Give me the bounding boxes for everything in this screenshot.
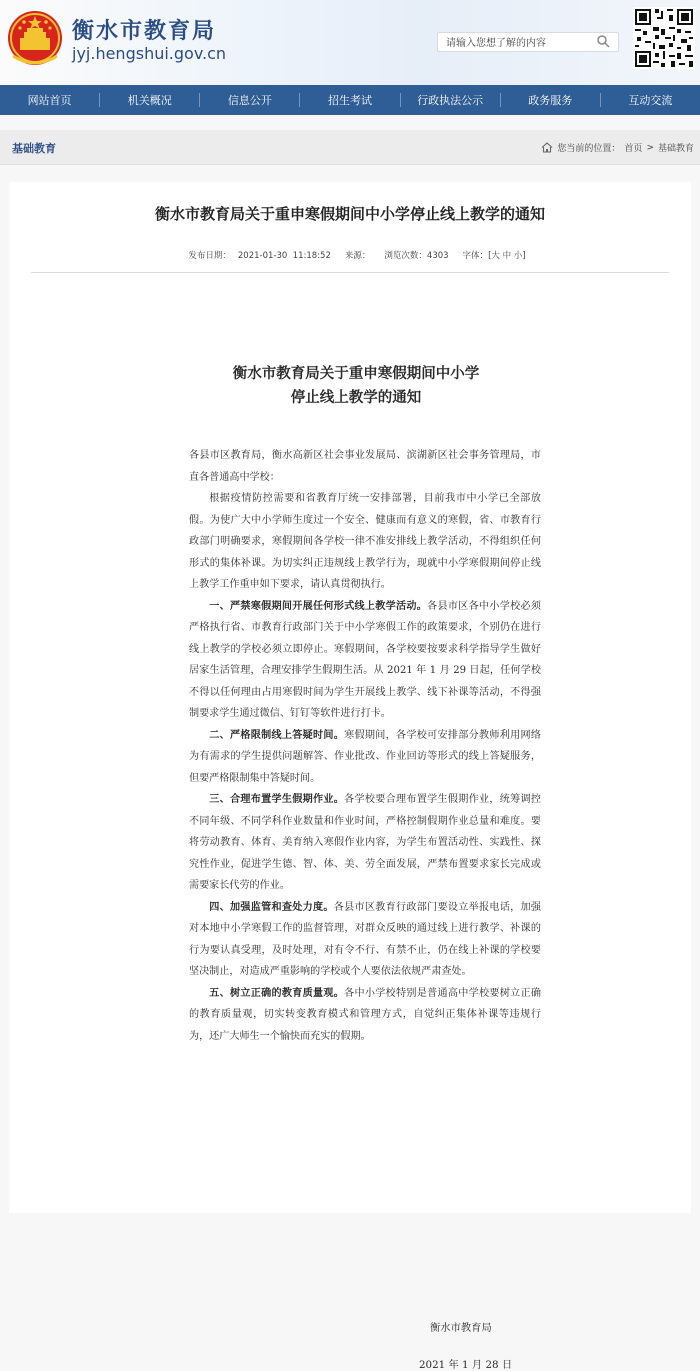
document-point <box>189 596 541 725</box>
qr-code-icon <box>633 7 695 69</box>
document-title-line: 停止线上教学的通知 <box>290 389 422 406</box>
breadcrumb-bar <box>0 130 700 165</box>
nav-item-disclosure[interactable]: 信息公开 <box>227 94 272 107</box>
nav-item-services[interactable]: 政务服务 <box>528 94 573 107</box>
document-point <box>189 897 541 983</box>
point-heading: 二、严格限制线上答疑时间。 <box>209 729 345 741</box>
article-meta <box>9 249 691 261</box>
point-text: 各中小学校特别是普通高中学校要树立正确的教育质量观，切实转变教育模式和管理方式，自觉纠正集体补课等违规行为，还广大师生一个愉快而充实的假期。 <box>189 987 542 1042</box>
document-body <box>189 445 541 1047</box>
main-nav <box>0 85 700 115</box>
home-icon <box>541 142 553 153</box>
title-divider <box>31 272 669 273</box>
national-emblem-icon <box>7 8 63 70</box>
document-point <box>189 725 541 790</box>
breadcrumb <box>541 141 694 154</box>
document-signature: 衡水市教育局 <box>430 1322 492 1334</box>
breadcrumb-label: 您当前的位置： <box>557 144 621 154</box>
nav-item-interaction[interactable]: 互动交流 <box>628 94 673 107</box>
nav-item-about[interactable]: 机关概况 <box>127 94 172 107</box>
point-heading: 五、树立正确的教育质量观。 <box>209 987 345 999</box>
search-placeholder: 请输入您想了解的内容 <box>446 38 546 49</box>
document-title <box>171 362 541 410</box>
publish-date: 2021-01-30 11:18:52 <box>237 251 331 261</box>
site-header <box>0 0 700 85</box>
document-point <box>189 789 541 897</box>
breadcrumb-separator: > <box>646 142 654 153</box>
font-size-switch[interactable]: [大 中 小] <box>488 251 526 261</box>
breadcrumb-current-link[interactable]: 基础教育 <box>657 144 694 154</box>
site-url[interactable]: jyj.hengshui.gov.cn <box>72 44 227 63</box>
document-title-line: 衡水市教育局关于重申寒假期间中小学 <box>232 365 480 382</box>
article-card <box>9 182 691 1371</box>
point-text: 各学校要合理布置学生假期作业，统筹调控不同年级、不同学科作业数量和作业时间，严格控制假期作业总量和难度。要将劳动教育、体育、美育纳入寒假作业内容，为学生布置活动性、实践性、探究性作业，促进学生德、智、体、美、劳全面发展，严禁布置要求家长完成或需要家长代劳的作业。 <box>189 794 542 891</box>
point-text: 各县市区教育行政部门要设立举报电话，加强对本地中小学寒假工作的监督管理，对群众反映的通过线上进行教学、补课的行为要认真受理，及时处理，对有令不行、有禁不止，仍在线上补课的学校要坚决制止，对造成严重影响的学校或个人要依法依规严肃查处。 <box>189 901 542 977</box>
search-input[interactable] <box>437 32 619 52</box>
point-text: 各县市区各中小学校必须严格执行省、市教育行政部门关于中小学寒假工作的政策要求，个别仍在进行线上教学的学校必须立即停止。寒假期间，各学校要按要求科学指导学生做好居家生活管理，合理安排学生假期生活。从 2021 年 1 月 29 日起，任何学校不得以任何理由占用寒假时间为学生开展线上教学、线下补课等活动，不得强制要求学生通过微信、钉钉等软件进行打卡。 <box>189 600 541 719</box>
search-icon[interactable] <box>596 34 610 48</box>
section-title: 基础教育 <box>12 142 56 155</box>
document-point <box>189 983 541 1048</box>
point-heading: 四、加强监管和查处力度。 <box>209 901 334 913</box>
site-name[interactable]: 衡水市教育局 <box>72 19 217 44</box>
font-size-label: 字体： <box>462 251 489 261</box>
point-heading: 三、合理布置学生假期作业。 <box>209 794 345 805</box>
views-label: 浏览次数： <box>384 251 427 261</box>
nav-item-home[interactable]: 网站首页 <box>27 94 72 107</box>
point-heading: 一、严禁寒假期间开展任何形式线上教学活动。 <box>209 600 428 612</box>
point-text: 寒假期间，各学校可安排部分教师利用网络为有需求的学生提供问题解答、作业批改、作业回访等形式的线上答疑服务，但要严格限制集中答疑时间。 <box>189 729 542 784</box>
document-salutation: 各县市区教育局，衡水高新区社会事业发展局、滨湖新区社会事务管理局，市直各普通高中学校： <box>189 450 541 483</box>
nav-item-enforcement[interactable]: 行政执法公示 <box>417 94 484 107</box>
article-title: 衡水市教育局关于重申寒假期间中小学停止线上教学的通知 <box>154 205 545 223</box>
source-label: 来源： <box>344 251 371 261</box>
nav-item-admissions[interactable]: 招生考试 <box>327 94 372 107</box>
date-label: 发布日期： <box>188 251 231 261</box>
views-count: 4303 <box>426 251 449 261</box>
document-date: 2021 年 1 月 28 日 <box>419 1359 513 1371</box>
breadcrumb-home-link[interactable]: 首页 <box>624 144 643 154</box>
document-intro: 根据疫情防控需要和省教育厅统一安排部署，目前我市中小学已全部放假。为使广大中小学师生度过一个安全、健康而有意义的寒假，省、市教育行政部门明确要求，寒假期间各学校一律不准安排线上教学活动，不得组织任何形式的集体补课。为切实纠正违规线上教学行为，现就中小学寒假期间停止线上教学工作重申如下要求，请认真贯彻执行。 <box>189 493 541 590</box>
